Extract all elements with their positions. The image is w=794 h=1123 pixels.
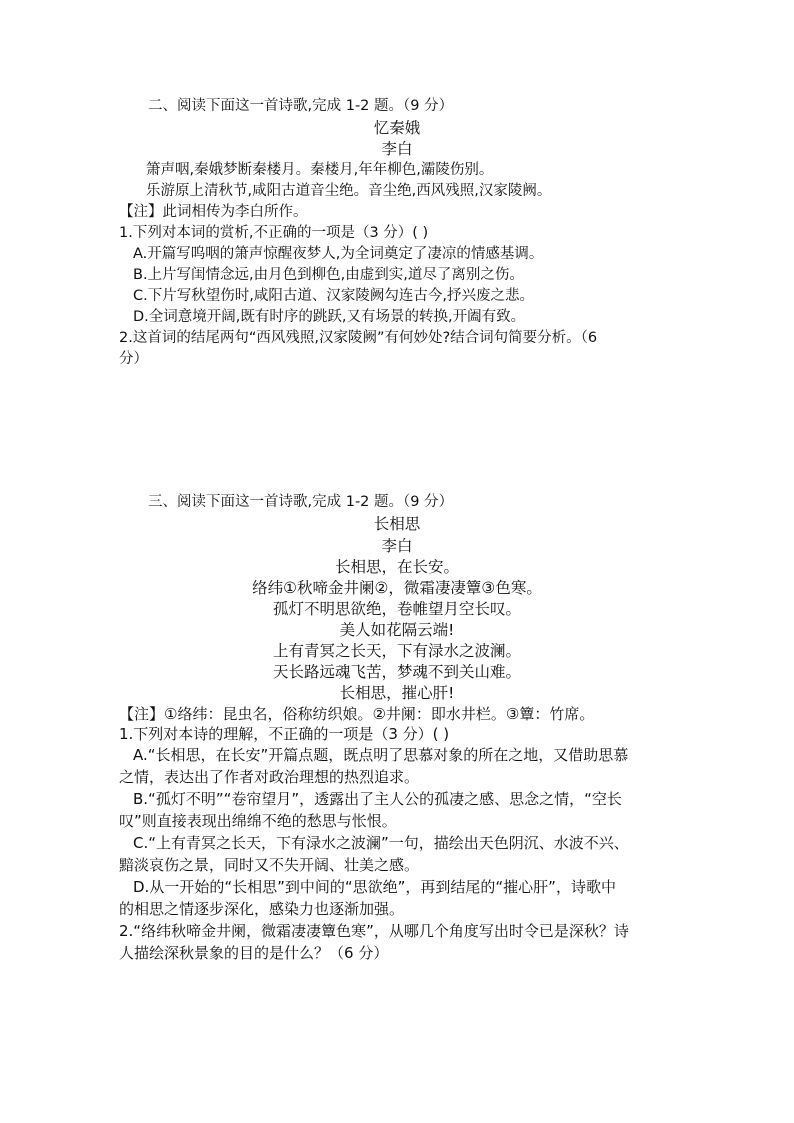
note: 【注】①络纬：昆虫名，俗称纺织娘。②井阑：即水井栏。③簟：竹席。 xyxy=(119,705,595,723)
option-c-continued: 黯淡哀伤之景，同时又不失开阔、壮美之感。 xyxy=(119,856,420,874)
option-a-continued: 之情，表达出了作者对政治理想的热烈追求。 xyxy=(119,768,420,786)
poem-line: 美人如花隔云端! xyxy=(339,621,455,639)
poem-line: 天长路远魂飞苦，梦魂不到关山难。 xyxy=(272,663,521,681)
poem-line: 箫声咽,秦娥梦断秦楼月。秦楼月,年年柳色,灞陵伤别。 xyxy=(146,162,494,178)
question-2: 2.这首词的结尾两句“西风残照,汉家陵阙”有何妙处?结合词句简要分析。（6 xyxy=(119,330,598,346)
question-1: 1.下列对本词的赏析,不正确的一项是（3 分）( ) xyxy=(119,225,429,241)
note: 【注】此词相传为李白所作。 xyxy=(119,204,308,220)
option-c: C.“上有青冥之长天，下有渌水之波澜”一句，描绘出天色阴沉、水波不兴、 xyxy=(133,834,629,852)
poem-title: 忆秦娥 xyxy=(373,119,421,137)
poem-author: 李白 xyxy=(381,140,413,158)
option-d: D.从一开始的“长相思”到中间的“思欲绝”，再到结尾的“摧心肝”，诗歌中 xyxy=(133,878,616,896)
option-c: C.下片写秋望伤时,咸阳古道、汉家陵阙勾连古今,抒兴废之悲。 xyxy=(133,288,534,304)
option-b: B.“孤灯不明”“卷帘望月”，透露出了主人公的孤凄之感、思念之情，“空长 xyxy=(133,790,622,808)
option-d: D.全词意境开阔,既有时序的跳跃,又有场景的转换,开阖有致。 xyxy=(133,309,526,325)
poem-line: 孤灯不明思欲绝，卷帷望月空长叹。 xyxy=(272,600,521,618)
poem-line: 长相思，摧心肝! xyxy=(339,684,455,702)
section-heading: 三、阅读下面这一首诗歌,完成 1-2 题。（9 分） xyxy=(148,494,454,510)
option-d-continued: 的相思之情逐步深化，感染力也逐渐加强。 xyxy=(119,900,405,918)
poem-title: 长相思 xyxy=(373,515,421,533)
option-a: A.“长相思，在长安”开篇点题，既点明了思慕对象的所在之地，又借助思慕 xyxy=(133,746,629,764)
question-2-continued: 分） xyxy=(119,351,148,367)
option-a: A.开篇写呜咽的箫声惊醒夜梦人,为全词奠定了凄凉的情感基调。 xyxy=(133,246,544,262)
question-2: 2.“络纬秋啼金井阑，微霜凄凄簟色寒”，从哪几个角度写出时令已是深秋？诗 xyxy=(119,922,629,940)
section-heading: 二、阅读下面这一首诗歌,完成 1-2 题。（9 分） xyxy=(148,98,454,114)
poem-line: 长相思，在长安。 xyxy=(334,558,459,576)
option-b: B.上片写闺情念远,由月色到柳色,由虚到实,道尽了离别之伤。 xyxy=(133,267,524,283)
poem-author: 李白 xyxy=(381,537,413,555)
option-b-continued: 叹”则直接表现出绵绵不绝的愁思与怅恨。 xyxy=(119,812,397,830)
poem-line: 络纬①秋啼金井阑②，微霜凄凄簟③色寒。 xyxy=(252,579,542,597)
question-1: 1.下列对本诗的理解，不正确的一项是（3 分）( ) xyxy=(119,725,450,743)
poem-line: 上有青冥之长天，下有渌水之波澜。 xyxy=(272,642,521,660)
question-2-continued: 人描绘深秋景象的目的是什么？（6 分） xyxy=(119,944,389,962)
poem-line: 乐游原上清秋节,咸阳古道音尘绝。音尘绝,西风残照,汉家陵阙。 xyxy=(146,183,552,199)
